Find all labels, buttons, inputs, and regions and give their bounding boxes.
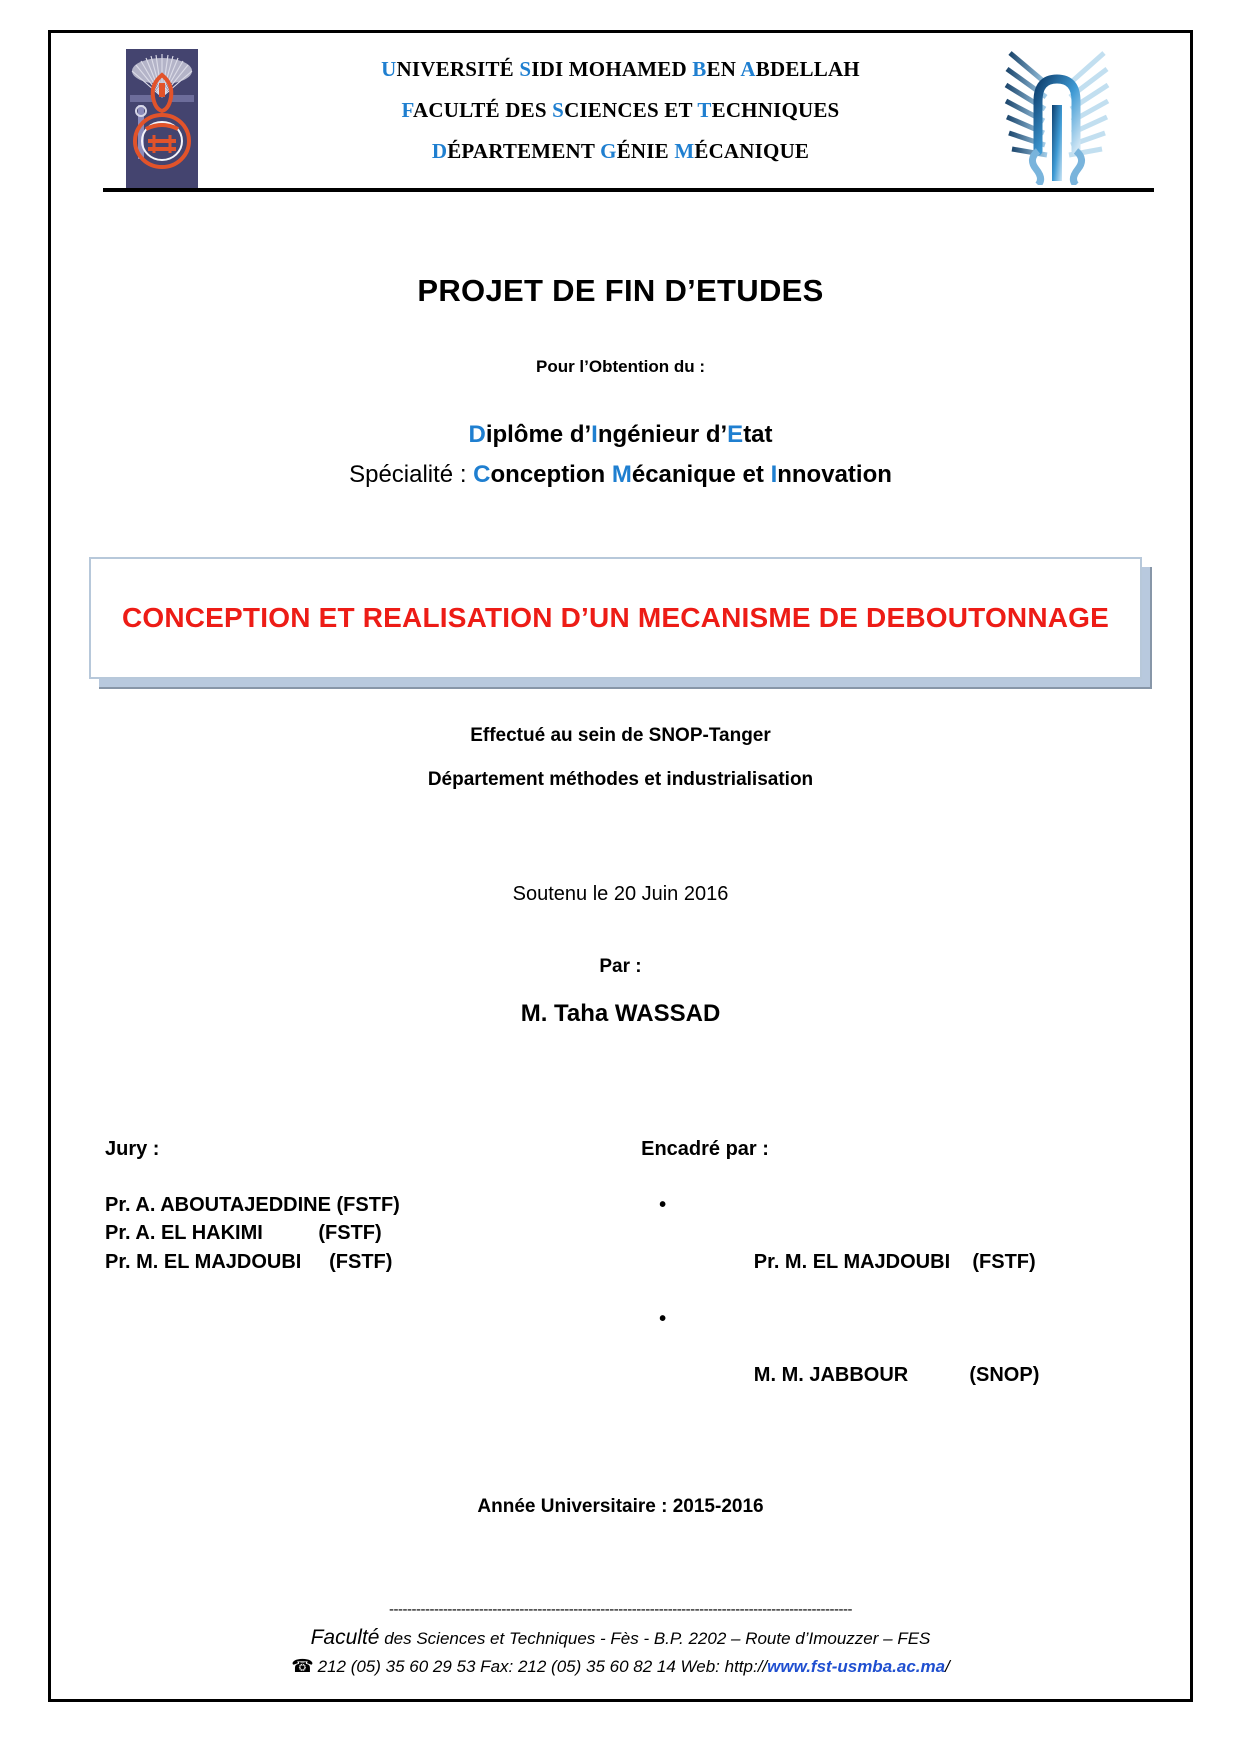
- page-title: PROJET DE FIN D’ETUDES: [417, 273, 824, 308]
- department-line: DÉPARTEMENT GÉNIE MÉCANIQUE: [431, 139, 810, 163]
- university-titles: [81, 45, 1160, 162]
- list-item-label: Pr. M. EL MAJDOUBI (FSTF): [753, 1250, 1036, 1273]
- document-header: [81, 33, 1160, 205]
- footer-address-rest: des Sciences et Techniques - Fès - B.P. 2202 – Route d’Imouzzer – FES: [379, 1629, 931, 1648]
- footer-url-slash: /: [945, 1657, 950, 1676]
- speciality-line: Spécialité : Conception Mécanique et Innovation: [349, 461, 892, 488]
- footer-contact: [81, 1656, 1160, 1677]
- usmba-crest-icon: [126, 49, 198, 189]
- page-border: [48, 30, 1193, 1702]
- project-title-text: CONCEPTION ET REALISATION D’UN MECANISME DE DEBOUTONNAGE: [121, 601, 1110, 633]
- list-item-label: M. M. JABBOUR (SNOP): [753, 1364, 1040, 1387]
- par-label: Par :: [599, 956, 642, 977]
- people-section: [81, 1138, 1160, 1418]
- host-department-line: Département méthodes et industrialisation: [427, 769, 814, 790]
- list-item: Pr. A. ABOUTAJEDDINE (FSTF): [105, 1194, 400, 1216]
- project-title-box: [89, 557, 1152, 689]
- footer-phone-text: 212 (05) 35 60 29 53 Fax: 212 (05) 35 60 82 14 Web: http://: [317, 1657, 768, 1676]
- fst-arch-icon: [1002, 43, 1112, 185]
- header-divider: [103, 188, 1154, 192]
- project-title-frame: [89, 557, 1142, 679]
- list-item: Pr. M. EL MAJDOUBI (FSTF): [105, 1250, 393, 1273]
- supervisors-list: [641, 1191, 1136, 1418]
- list-item: Pr. A. EL HAKIMI (FSTF): [105, 1222, 382, 1245]
- pour-obtention-label: Pour l’Obtention du :: [535, 357, 706, 376]
- defense-date: Soutenu le 20 Juin 2016: [512, 883, 729, 905]
- diploma-line: Diplôme d’Ingénieur d’Etat: [468, 421, 773, 448]
- academic-year: Année Universitaire : 2015-2016: [477, 1496, 764, 1518]
- footer-divider: -------------------------------------------------------------------------------------------------------: [389, 1601, 852, 1618]
- faculty-line: FACULTÉ DES SCIENCES ET TECHNIQUES: [401, 98, 840, 122]
- bullet-icon: •: [659, 1194, 667, 1216]
- jury-column: [105, 1138, 641, 1418]
- speciality-label: Spécialité :: [349, 461, 474, 488]
- author-name: M. Taha WASSAD: [520, 1000, 721, 1027]
- document-footer: [81, 1601, 1160, 1677]
- university-line: UNIVERSITÉ SIDI MOHAMED BEN ABDELLAH: [381, 57, 860, 81]
- supervisors-heading: Encadré par :: [641, 1138, 769, 1160]
- list-item: [641, 1191, 1136, 1305]
- host-company-line: Effectué au sein de SNOP-Tanger: [470, 725, 771, 746]
- supervisors-column: [641, 1138, 1136, 1418]
- footer-address: [81, 1626, 1160, 1650]
- footer-faculty-name: Faculté: [310, 1626, 380, 1649]
- list-item: [641, 1305, 1136, 1419]
- bullet-icon: •: [659, 1307, 667, 1330]
- footer-website-link[interactable]: www.fst-usmba.ac.ma: [767, 1657, 946, 1676]
- telephone-icon: ☎: [291, 1656, 314, 1676]
- jury-heading: Jury :: [105, 1138, 160, 1160]
- page-content: [51, 33, 1190, 1699]
